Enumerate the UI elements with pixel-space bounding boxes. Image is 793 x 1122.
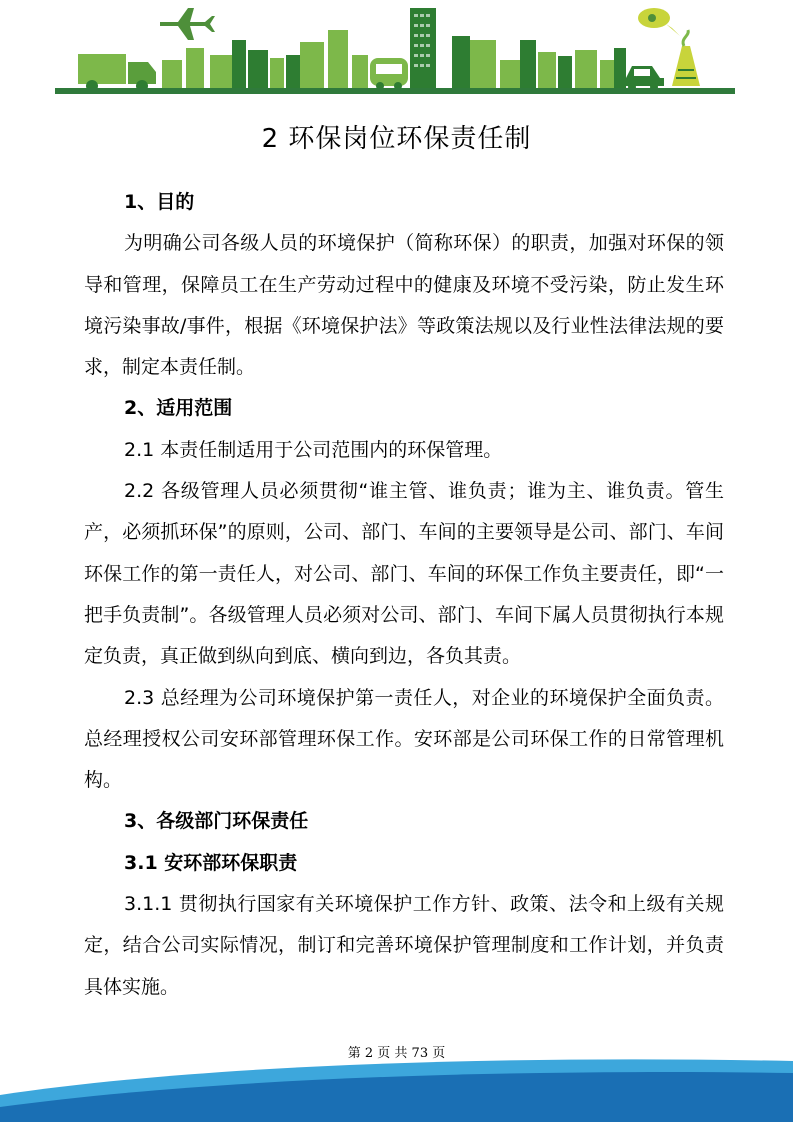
airplane-icon [160,8,215,40]
paragraph: 为明确公司各级人员的环境保护（简称环保）的职责，加强对环保的领导和管理，保障员工在生产劳动过程中的健康及环境不受污染，防止发生环境污染事故/事件，根据《环境保护法》等政策法规以及行业性法律法规的要求，制定本责任制。 [84,232,724,379]
section-heading: 2、适用范围 [124,397,233,420]
subsection-heading: 3.1 安环部环保职责 [124,851,298,874]
paragraph: 2.1 本责任制适用于公司范围内的环保管理。 [124,438,503,461]
bus-icon [370,58,408,90]
paragraph: 3.1.1 贯彻执行国家有关环境保护工作方针、政策、法令和上级有关规定，结合公司实际情况，制订和完善环境保护管理制度和工作计划，并负责具体实施。 [84,893,724,998]
car-icon [622,66,664,91]
header-banner [0,0,793,100]
section-heading: 3、各级部门环保责任 [124,810,309,833]
banner-ground-line [55,88,735,94]
page-title: 2 环保岗位环保责任制 [261,124,532,154]
footer-wave [0,1055,793,1122]
document-body [84,182,724,1008]
paragraph: 2.2 各级管理人员必须贯彻“谁主管、谁负责；谁为主、谁负责。管生产，必须抓环保”的原则，公司、部门、车间的主要领导是公司、部门、车间环保工作的第一责任人，对公司、部门、车间的环保工作负主要责任，即“一把手负责制”。各级管理人员必须对公司、部门、车间下属人员贯彻执行本规定负责，真正做到纵向到底、横向到边，各负其责。 [84,480,724,668]
rocket-icon [638,8,680,36]
page-number: 第 2 页 共 73 页 [347,1046,446,1061]
section-heading: 1、目的 [124,191,195,213]
oil-derrick-icon [672,30,700,86]
paragraph: 2.3 总经理为公司环境保护第一责任人，对企业的环境保护全面负责。总经理授权公司安环部管理环保工作。安环部是公司环保工作的日常管理机构。 [84,686,724,792]
truck-icon [78,54,156,92]
city-skyline-dark [232,8,626,90]
